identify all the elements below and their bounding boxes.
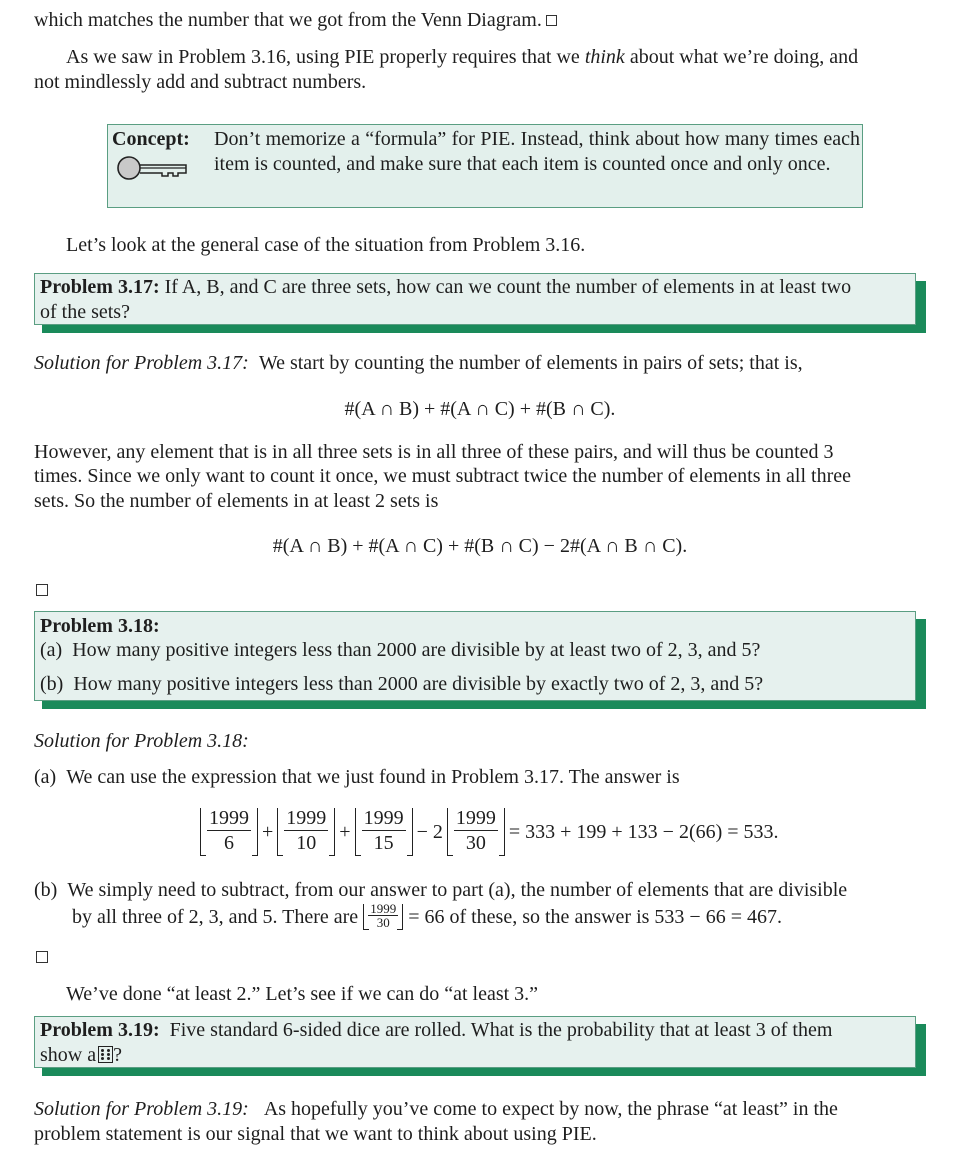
floor-term-small: $\frac{1999}{30}$ [363,902,403,932]
solution-318-label: Solution for Problem 3.18: [34,730,249,752]
solution-318-part-b-line-2: by all three of 2, 3, and 5. There are $\frac{1999}{30}$ = 66 of these, so the answer is 533 − 66 = 467. [72,901,782,930]
emphasis-think: think [584,46,625,68]
lead-in-317: Let’s look at the general case of the situation from Problem 3.16. [66,234,586,256]
problem-319-line-1: Problem 3.19: Five standard 6-sided dice are rolled. What is the probability that at least 3 of them [40,1019,833,1041]
floor-term-4: $\frac{1999}{30}$ [447,806,505,858]
qed-box-icon [546,15,557,26]
concept-text: Don’t memorize a “formula” for PIE. Instead, think about how many times each item is counted, and make sure that each item is counted once and only once. [214,128,860,175]
concept-label: Concept: [112,128,190,150]
formula-result: = 333 + 199 + 133 − 2(66) = 533. [508,820,779,843]
qed-box-icon [36,584,48,596]
solution-318-part-a: (a) We can use the expression that we just found in Problem 3.17. The answer is [34,766,680,788]
floor-term-2: $\frac{1999}{10}$ [277,806,335,858]
solution-317-intro: Solution for Problem 3.17: We start by counting the number of elements in pairs of sets; that is, [34,352,803,374]
intro-line: which matches the number that we got from the Venn Diagram. [34,8,557,32]
solution-317-para-line-2: times. Since we only want to count it once, we must subtract twice the number of elements in all three [34,465,852,487]
problem-318-part-b: (b) How many positive integers less than 2000 are divisible by exactly two of 2, 3, and 5? [40,673,764,695]
concept-box [107,124,863,208]
problem-317-line-1: Problem 3.17: If A, B, and C are three sets, how can we count the number of elements in at least two [40,276,852,298]
solution-319-line-2: problem statement is our signal that we want to think about using PIE. [34,1123,597,1145]
solution-319-line-1: Solution for Problem 3.19: As hopefully you’ve come to expect by now, the phrase “at least” in the [34,1098,838,1120]
lead-in-319: We’ve done “at least 2.” Let’s see if we can do “at least 3.” [66,983,539,1005]
solution-318-part-b-line-1: (b) We simply need to subtract, from our answer to part (a), the number of elements that are divisible [34,879,848,901]
problem-318-box [34,611,926,709]
solution-317-para-line-1: However, any element that is in all three sets is in all three of these pairs, and will thus be counted 3 [34,441,834,463]
qed-box-icon [36,951,48,963]
problem-317-box [34,273,926,333]
problem-319-line-2: show a ? [40,1044,122,1066]
equation-pairs: #(A ∩ B) + #(A ∩ C) + #(B ∩ C). [344,398,616,420]
problem-319-box [34,1016,926,1076]
floor-term-3: $\frac{1999}{15}$ [355,806,413,858]
equation-at-least-two: #(A ∩ B) + #(A ∩ C) + #(B ∩ C) − 2#(A ∩ B ∩ C). [272,535,688,557]
problem-318-label: Problem 3.18: [40,615,160,637]
solution-317-para-line-3: sets. So the number of elements in at least 2 sets is [34,490,439,512]
floor-term-1: $\frac{1999}{6}$ [200,806,258,858]
problem-317-line-2: of the sets? [40,301,130,323]
problem-318-part-a: (a) How many positive integers less than 2000 are divisible by at least two of 2, 3, and 5? [40,639,761,661]
key-icon [116,155,192,181]
die-six-icon [98,1046,113,1063]
paragraph-1-line-2: not mindlessly add and subtract numbers. [34,71,367,93]
floor-sum-formula: $\frac{1999}{6}$ + $\frac{1999}{10}$ + $\frac{1999}{15}$ − 2 $\frac{1999}{30}$ = 333 + 199 + 133 − 2(66) = 533. [200,806,779,858]
paragraph-1-line-1: As we saw in Problem 3.16, using PIE properly requires that we think about what we’re doing, and [66,46,859,68]
